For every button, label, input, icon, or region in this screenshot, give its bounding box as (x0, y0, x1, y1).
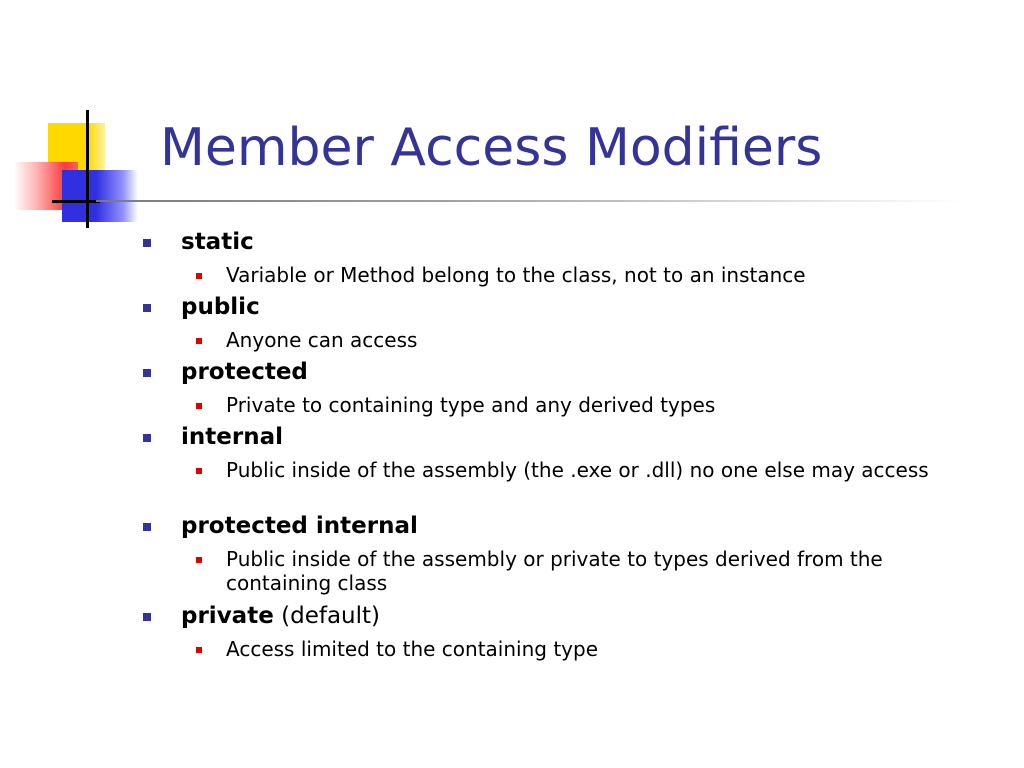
modifier-term (181, 511, 418, 541)
modifier-description: Access limited to the containing type (226, 637, 598, 661)
modifier-description: Public inside of the assembly or private to types derived from the containing class (226, 547, 883, 595)
bullet-square-icon (143, 239, 151, 247)
bullet-square-icon (143, 434, 151, 442)
modifier-term-suffix: (default) (273, 603, 380, 629)
modifier-term (181, 357, 308, 387)
modifier-description: Public inside of the assembly (the .exe or .dll) no one else may access (226, 458, 929, 482)
modifier-term-text: internal (181, 424, 283, 450)
modifier-term-text: protected internal (181, 513, 418, 539)
sub-bullet-square-icon (196, 468, 202, 474)
modifier-term-text: public (181, 294, 260, 320)
modifier-term-text: protected (181, 359, 308, 385)
modifier-term (181, 292, 260, 322)
modifier-description: Variable or Method belong to the class, not to an instance (226, 263, 806, 287)
slide-title: Member Access Modifiers (160, 118, 823, 178)
modifier-term-text: static (181, 229, 254, 255)
sub-bullet-square-icon (196, 557, 202, 563)
modifier-term-text: private (181, 603, 274, 629)
logo-blue-square (62, 170, 138, 222)
sub-bullet-square-icon (196, 647, 202, 653)
modifier-term (181, 601, 380, 631)
bullet-square-icon (143, 369, 151, 377)
logo-vertical-line (86, 110, 89, 228)
decorative-logo (0, 0, 160, 240)
logo-horizontal-line (52, 200, 100, 203)
modifier-term (181, 422, 283, 452)
bullet-square-icon (143, 613, 151, 621)
title-divider (96, 200, 966, 202)
sub-bullet-square-icon (196, 338, 202, 344)
modifier-term (181, 227, 254, 257)
modifier-description: Anyone can access (226, 328, 418, 352)
bullet-square-icon (143, 304, 151, 312)
bullet-square-icon (143, 523, 151, 531)
sub-bullet-square-icon (196, 403, 202, 409)
modifier-description: Private to containing type and any derived types (226, 393, 716, 417)
sub-bullet-square-icon (196, 273, 202, 279)
